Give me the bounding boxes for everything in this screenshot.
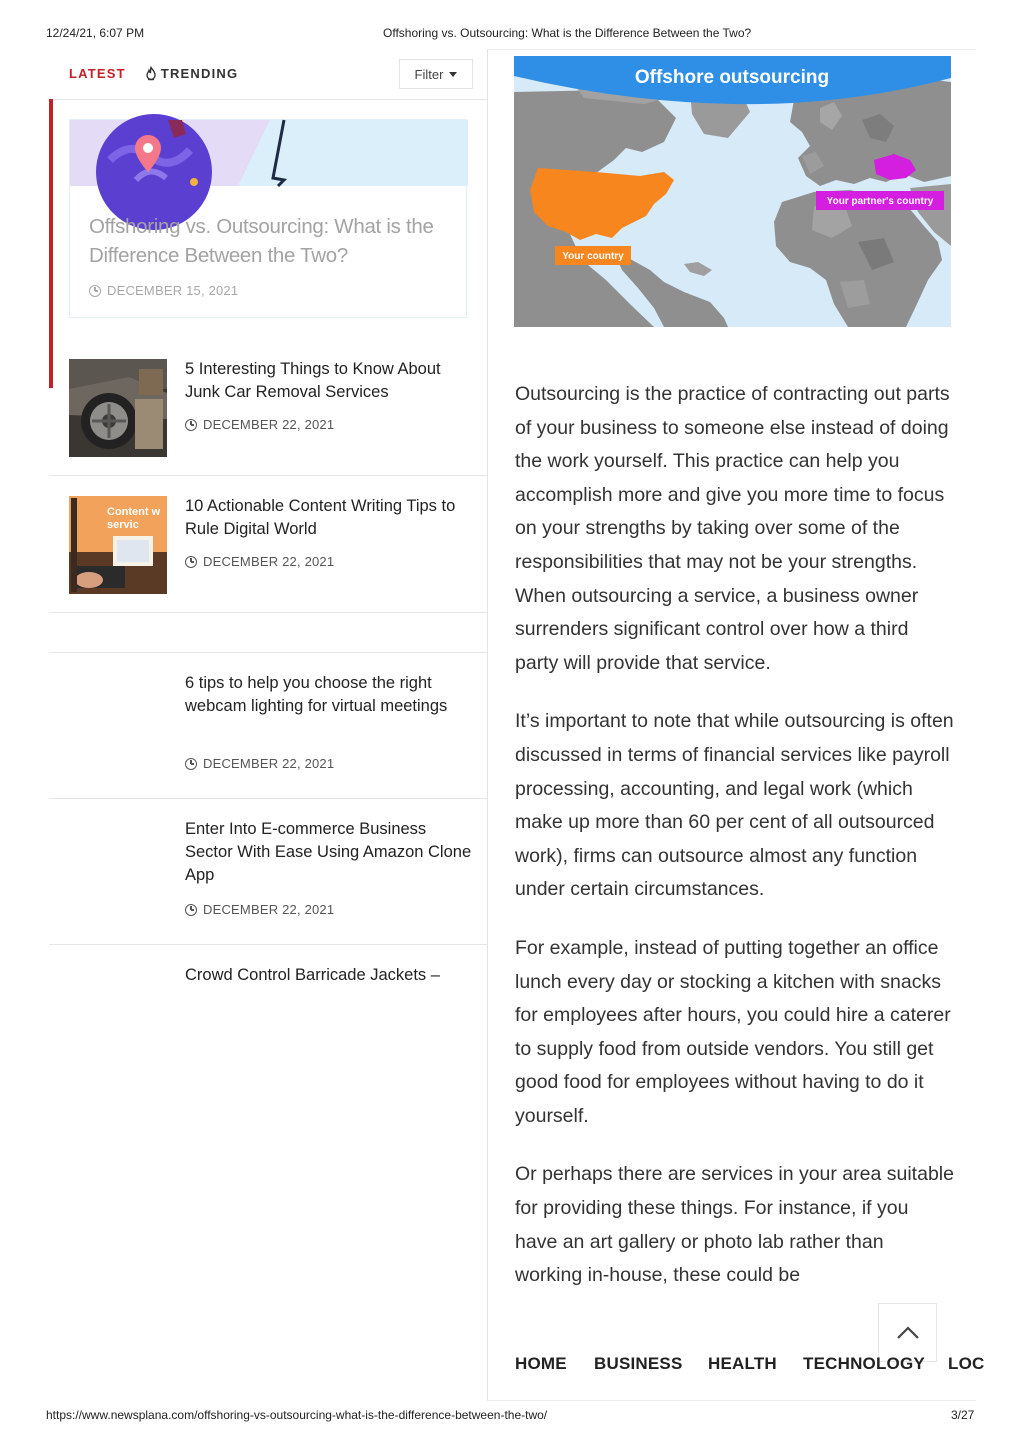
offshore-outsourcing-map-image	[514, 56, 951, 327]
chevron-up-icon	[896, 1326, 920, 1340]
list-item[interactable]	[49, 339, 488, 476]
post-title[interactable]: Crowd Control Barricade Jackets –	[185, 966, 440, 984]
post-title[interactable]: 6 tips to help you choose the right webcam lighting for virtual meetings	[185, 674, 448, 715]
bottom-nav	[487, 1354, 985, 1378]
sidebar-latest-posts	[49, 49, 489, 1049]
post-divider	[49, 612, 488, 613]
tab-trending-label: TRENDING	[160, 65, 239, 81]
print-header	[0, 26, 1024, 42]
tab-latest[interactable]: LATEST	[69, 65, 126, 81]
flame-icon	[146, 67, 156, 80]
nav-business[interactable]: BUSINESS	[594, 1354, 683, 1373]
post-thumbnail-text: Content w servic	[107, 506, 161, 531]
list-item[interactable]	[49, 476, 488, 613]
featured-post-date-text: DECEMBER 15, 2021	[107, 283, 239, 298]
filter-dropdown[interactable]	[399, 59, 473, 89]
featured-card[interactable]	[69, 119, 467, 318]
article-paragraph: It’s important to note that while outsourcing is often discussed in terms of financial services like payroll processing, accounting, and legal work (which make up more than 60 per cent of all outsourced work), firms can outsource almost any function under certain circumstances.	[515, 710, 954, 901]
post-title[interactable]: 10 Actionable Content Writing Tips to Rule Digital World	[185, 497, 456, 538]
nav-loc[interactable]: LOC	[948, 1354, 985, 1373]
article-paragraph: Or perhaps there are services in your area suitable for providing these things. For instance, if you have an art gallery or photo lab rather than working in-house, these could be	[515, 1163, 954, 1287]
article-paragraph: Outsourcing is the practice of contracting out parts of your business to someone else instead of doing the work yourself. This practice can help you accomplish more and give you more time to focus on your strengths by taking over some of the responsibilities that may not be your strengths. When outsourcing a service, a business owner surrenders significant control over how a third party will provide that service.	[515, 383, 950, 674]
post-thumbnail[interactable]	[69, 496, 167, 594]
featured-post-date	[89, 283, 238, 298]
post-thumbnail[interactable]	[69, 359, 167, 457]
featured-post-title[interactable]: Offshoring vs. Outsourcing: What is the Difference Between the Two?	[89, 215, 434, 267]
map-label-your-country: Your country	[562, 251, 624, 262]
clock-icon	[185, 419, 197, 431]
article-paragraph: For example, instead of putting together an office lunch every day or stocking a kitchen with snacks for employees after hours, you could hire a caterer to supply food from outside vendors. You still get good food for employees without having to do it yourself.	[515, 936, 951, 1127]
clock-icon	[89, 285, 101, 297]
filter-label: Filter	[414, 66, 444, 82]
clock-icon	[185, 556, 197, 568]
post-date-text: DECEMBER 22, 2021	[203, 417, 335, 432]
clock-icon	[185, 904, 197, 916]
post-date-text: DECEMBER 22, 2021	[203, 554, 335, 569]
post-date	[185, 902, 334, 917]
post-date-text: DECEMBER 22, 2021	[203, 902, 335, 917]
tab-trending[interactable]	[146, 66, 239, 81]
post-date	[185, 756, 334, 771]
sidebar-tabs	[69, 66, 238, 80]
article-body	[515, 378, 955, 1287]
content-frame-bottom	[487, 1400, 976, 1401]
print-datetime: 12/24/21, 6:07 PM	[46, 26, 145, 40]
nav-home[interactable]: HOME	[515, 1354, 567, 1373]
list-item[interactable]	[49, 945, 488, 1005]
content-frame-top	[487, 49, 976, 50]
list-item[interactable]	[49, 799, 488, 944]
post-title[interactable]: 5 Interesting Things to Know About Junk Car Removal Services	[185, 360, 441, 401]
post-date	[185, 554, 334, 569]
print-url: https://www.newsplana.com/offshoring-vs-outsourcing-what-is-the-difference-between-the-two/	[46, 1408, 548, 1422]
post-date	[185, 417, 334, 432]
featured-thumbnail[interactable]	[70, 120, 468, 186]
map-banner-title: Offshore outsourcing	[634, 67, 830, 88]
post-date-text: DECEMBER 22, 2021	[203, 756, 335, 771]
map-label-partner-country: Your partner's country	[826, 196, 934, 207]
print-page-number: 3/27	[951, 1408, 975, 1422]
list-item[interactable]	[49, 653, 488, 799]
caret-down-icon	[449, 72, 457, 77]
post-title[interactable]: Enter Into E-commerce Business Sector With Ease Using Amazon Clone App	[185, 820, 472, 884]
clock-icon	[185, 758, 197, 770]
print-title: Offshoring vs. Outsourcing: What is the Difference Between the Two?	[383, 26, 752, 40]
nav-health[interactable]: HEALTH	[708, 1354, 777, 1373]
nav-technology[interactable]: TECHNOLOGY	[803, 1354, 925, 1373]
